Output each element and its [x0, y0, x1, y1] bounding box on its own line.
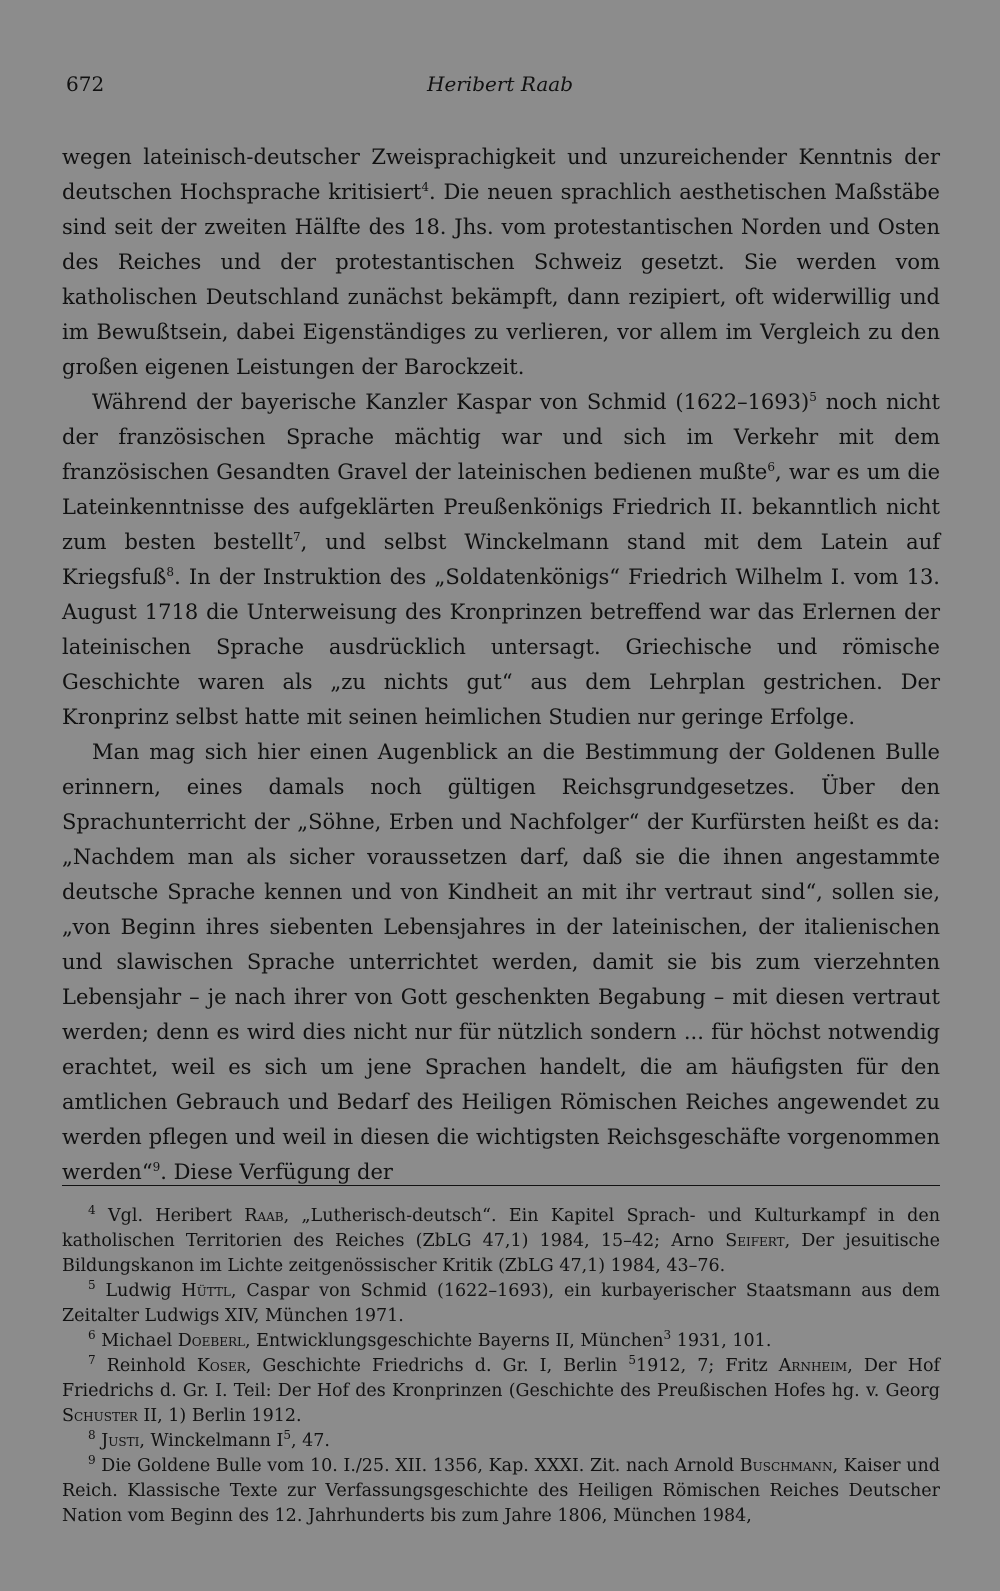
- text-run: , „Lutherisch-deutsch“. Ein Kapitel Sprach- und Kulturkampf in den katholischen Territorien des Reiches (ZbLG 47,1) 1984, 15–42; Arno: [62, 1206, 941, 1251]
- text-run: , Der Hof Friedrichs d. Gr. I. Teil: Der Hof des Kronprinzen (Geschichte des Preußischen Hofes hg. v. Georg: [62, 1356, 941, 1401]
- author-name: Arnheim: [778, 1356, 848, 1376]
- edition-superscript: 3: [663, 1328, 672, 1343]
- footnote-divider: [62, 1185, 940, 1186]
- paragraph-1: [62, 140, 940, 385]
- footnote-ref-6[interactable]: 6: [767, 460, 776, 474]
- text-run: , Der jesuitische Bildungskanon im Lichte zeitgenössischer Kritik (ZbLG 47,1) 1984, 43–76.: [62, 1231, 940, 1276]
- text-run: II, 1) Berlin 1912.: [137, 1406, 302, 1426]
- footnote-number: 5: [88, 1278, 96, 1293]
- text-run: , war es um die Lateinkenntnisse des aufgeklärten Preußenkönigs Friedrich II. bekanntlich nicht zum besten bestellt: [62, 460, 941, 554]
- footnote-5: [62, 1279, 940, 1329]
- footnote-4: [62, 1204, 940, 1279]
- footnote-ref-5[interactable]: 5: [809, 390, 817, 404]
- text-run: noch nicht der französischen Sprache mächtig war und sich im Verkehr mit dem französischen Gesandten Gravel der lateinischen bedienen mußte: [62, 390, 940, 484]
- author-name: Justi: [101, 1431, 140, 1451]
- text-run: . Die neuen sprachlich aesthetischen Maßstäbe sind seit der zweiten Hälfte des 18. Jhs. vom protestantischen Norden und Osten des Reiches und der protestantischen Schweiz gesetzt. Sie werden vom katholischen Deutschland zunächst bekämpft, dann rezipiert, oft widerwillig und im Bewußtsein, dabei Eigenständiges zu verlieren, vor allem im Vergleich zu den großen eigenen Leistungen der Barockzeit.: [62, 180, 940, 379]
- footnote-ref-4[interactable]: 4: [421, 180, 429, 194]
- footnote-number: 8: [88, 1428, 96, 1443]
- footnote-ref-7[interactable]: 7: [292, 530, 301, 544]
- author-name: Schuster: [62, 1406, 138, 1426]
- text-run: Während der bayerische Kanzler Kaspar von Schmid (1622–1693): [92, 390, 810, 414]
- footnote-ref-8[interactable]: 8: [166, 565, 175, 579]
- text-run: , Winckelmann I: [139, 1431, 284, 1451]
- footnote-number: 9: [88, 1453, 96, 1468]
- footnote-9: [62, 1454, 940, 1529]
- author-name: Raab: [244, 1206, 284, 1226]
- page-header: [66, 72, 934, 104]
- author-name: Seifert: [725, 1231, 785, 1251]
- text-run: , und selbst Winckelmann stand mit dem Latein auf Kriegsfuß: [62, 530, 941, 589]
- text-run: Vgl. Heribert: [95, 1206, 245, 1226]
- text-run: wegen lateinisch-deutscher Zweisprachigkeit und unzureichender Kenntnis der deutschen Hochsprache kritisiert: [62, 145, 940, 204]
- running-head: Heribert Raab: [427, 72, 573, 96]
- main-text: [62, 140, 940, 1190]
- text-run: Ludwig: [95, 1281, 182, 1301]
- paragraph-3: [62, 735, 940, 1190]
- text-run: , 47.: [291, 1431, 330, 1451]
- text-run: , Caspar von Schmid (1622–1693), ein kurbayerischer Staatsmann aus dem Zeitalter Ludwigs XIV, München 1971.: [62, 1281, 940, 1326]
- paragraph-2: [62, 385, 940, 735]
- edition-superscript: 5: [628, 1353, 637, 1368]
- author-name: Buschmann: [739, 1456, 833, 1476]
- text-run: , Kaiser und Reich. Klassische Texte zur Verfassungsgeschichte des Heiligen Römischen Reiches Deutscher Nation vom Beginn des 12. Jahrhunderts bis zum Jahre 1806, München 1984,: [62, 1456, 940, 1526]
- page-number: 672: [66, 72, 105, 96]
- text-run: . In der Instruktion des „Soldatenkönigs“ Friedrich Wilhelm I. vom 13. August 1718 die Unterweisung des Kronprinzen betreffend war das Erlernen der lateinischen Sprache ausdrücklich untersagt. Griechische und römische Geschichte waren als „zu nichts gut“ aus dem Lehrplan gestrichen. Der Kronprinz selbst hatte mit seinen heimlichen Studien nur geringe Erfolge.: [62, 565, 940, 729]
- footnote-number: 6: [88, 1328, 96, 1343]
- text-run: 1912, 7; Fritz: [636, 1356, 779, 1376]
- text-run: , Entwicklungsgeschichte Bayerns II, München: [244, 1331, 664, 1351]
- footnote-number: 7: [88, 1353, 96, 1368]
- footnote-8: [62, 1429, 940, 1454]
- author-name: Hüttl: [181, 1281, 231, 1301]
- text-run: Michael: [95, 1331, 178, 1351]
- text-run: Die Goldene Bulle vom 10. I./25. XII. 1356, Kap. XXXI. Zit. nach Arnold: [95, 1456, 740, 1476]
- text-run: Reinhold: [95, 1356, 197, 1376]
- text-run: 1931, 101.: [671, 1331, 772, 1351]
- text-run: Man mag sich hier einen Augenblick an die Bestimmung der Goldenen Bulle erinnern, eines damals noch gültigen Reichsgrundgesetzes. Über den Sprachunterricht der „Söhne, Erben und Nachfolger“ der Kurfürsten heißt es da: „Nachdem man als sicher voraussetzen darf, daß sie die ihnen angestammte deutsche Sprache kennen und von Kindheit an mit ihr vertraut sind“, sollen sie, „von Beginn ihres siebenten Lebensjahres in der lateinischen, der italienischen und slawischen Sprache unterrichtet werden, damit sie bis zum vierzehnten Lebensjahr – je nach ihrer von Gott geschenkten Begabung – mit diesen vertraut werden; denn es wird dies nicht nur für nützlich sondern ... für höchst notwendig erachtet, weil es sich um jene Sprachen handelt, die am häufigsten für den amtlichen Gebrauch und Bedarf des Heiligen Römischen Reiches angewendet zu werden pflegen und weil in diesen die wichtigsten Reichsgeschäfte vorgenommen werden“: [62, 740, 940, 1184]
- footnote-6: [62, 1329, 940, 1354]
- text-run: , Geschichte Friedrichs d. Gr. I, Berlin: [245, 1356, 629, 1376]
- footnotes: [62, 1204, 940, 1529]
- author-name: Doeberl: [177, 1331, 245, 1351]
- author-name: Koser: [196, 1356, 246, 1376]
- footnote-ref-9[interactable]: 9: [152, 1160, 161, 1174]
- text-run: . Diese Verfügung der: [160, 1160, 393, 1184]
- edition-superscript: 5: [283, 1428, 292, 1443]
- footnote-number: 4: [88, 1203, 96, 1218]
- footnote-7: [62, 1354, 940, 1429]
